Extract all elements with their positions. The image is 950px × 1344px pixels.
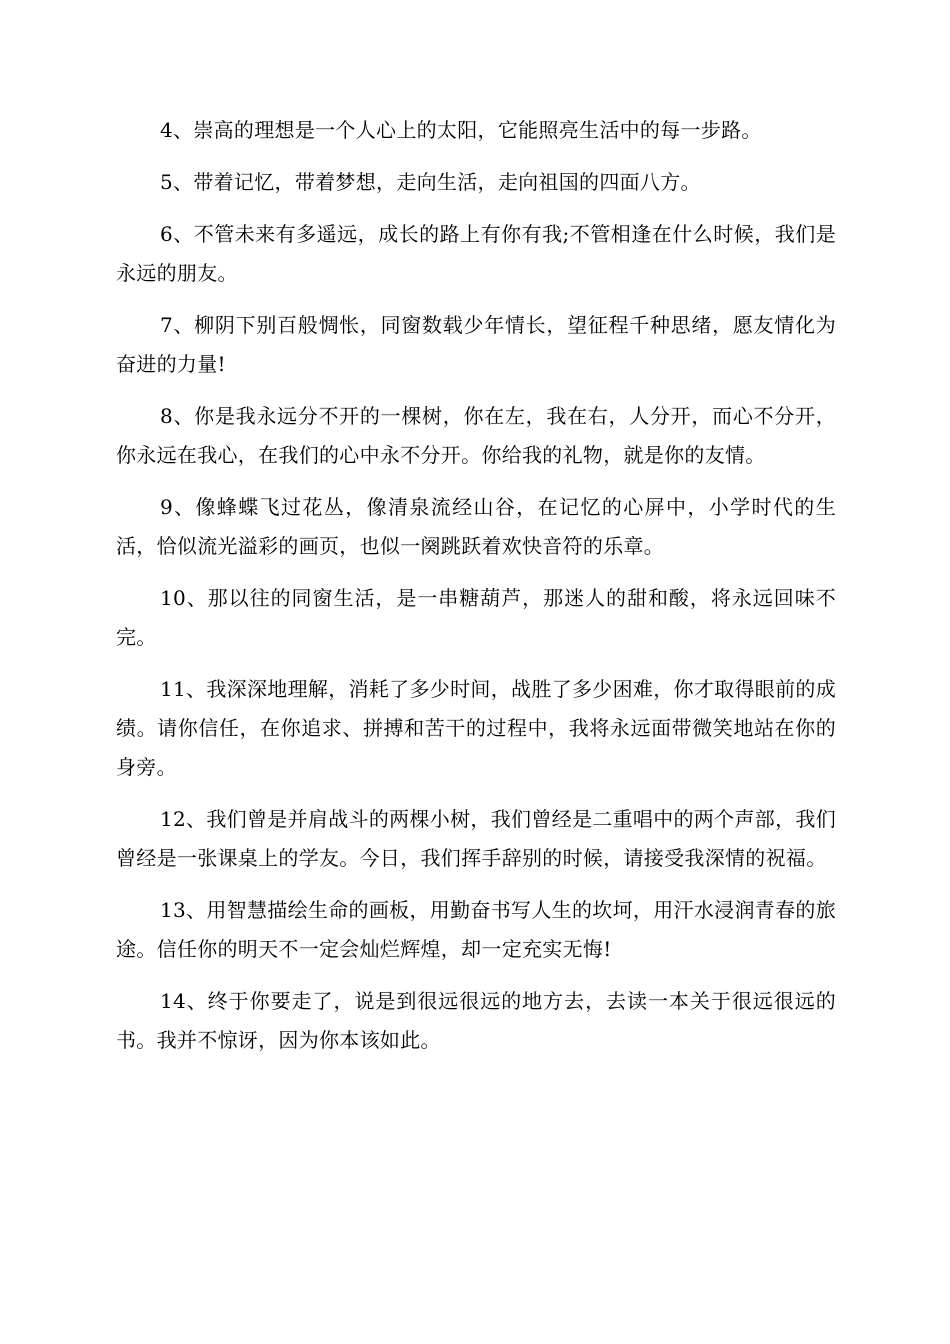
paragraph-7: 7、柳阴下别百般惆怅，同窗数载少年情长，望征程千种思绪，愿友情化为奋进的力量! xyxy=(116,313,836,376)
paragraph-10: 10、那以往的同窗生活，是一串糖葫芦，那迷人的甜和酸，将永远回味不完。 xyxy=(116,586,836,649)
paragraph-12: 12、我们曾是并肩战斗的两棵小树，我们曾经是二重唱中的两个声部，我们曾经是一张课桌上的学友。今日，我们挥手辞别的时候，请接受我深情的祝福。 xyxy=(116,807,836,870)
paragraph-4: 4、崇高的理想是一个人心上的太阳，它能照亮生活中的每一步路。 xyxy=(160,118,762,142)
paragraph-5: 5、带着记忆，带着梦想，走向生活，走向祖国的四面八方。 xyxy=(160,170,701,194)
paragraph-9: 9、像蜂蝶飞过花丛，像清泉流经山谷，在记忆的心屏中，小学时代的生活，恰似流光溢彩的画页，也似一阕跳跃着欢快音符的乐章。 xyxy=(116,495,836,558)
document-body xyxy=(116,111,836,1073)
paragraph-6: 6、不管未来有多遥远，成长的路上有你有我;不管相逢在什么时候，我们是永远的朋友。 xyxy=(116,222,836,285)
paragraph-8: 8、你是我永远分不开的一棵树，你在左，我在右，人分开，而心不分开，你永远在我心，在我们的心中永不分开。你给我的礼物，就是你的友情。 xyxy=(116,404,836,467)
paragraph-13: 13、用智慧描绘生命的画板，用勤奋书写人生的坎坷，用汗水浸润青春的旅途。信任你的明天不一定会灿烂辉煌，却一定充实无悔! xyxy=(116,898,836,961)
paragraph-11: 11、我深深地理解，消耗了多少时间，战胜了多少困难，你才取得眼前的成绩。请你信任，在你追求、拼搏和苦干的过程中，我将永远面带微笑地站在你的身旁。 xyxy=(116,677,836,779)
paragraph-14: 14、终于你要走了，说是到很远很远的地方去，去读一本关于很远很远的书。我并不惊讶，因为你本该如此。 xyxy=(116,989,836,1052)
